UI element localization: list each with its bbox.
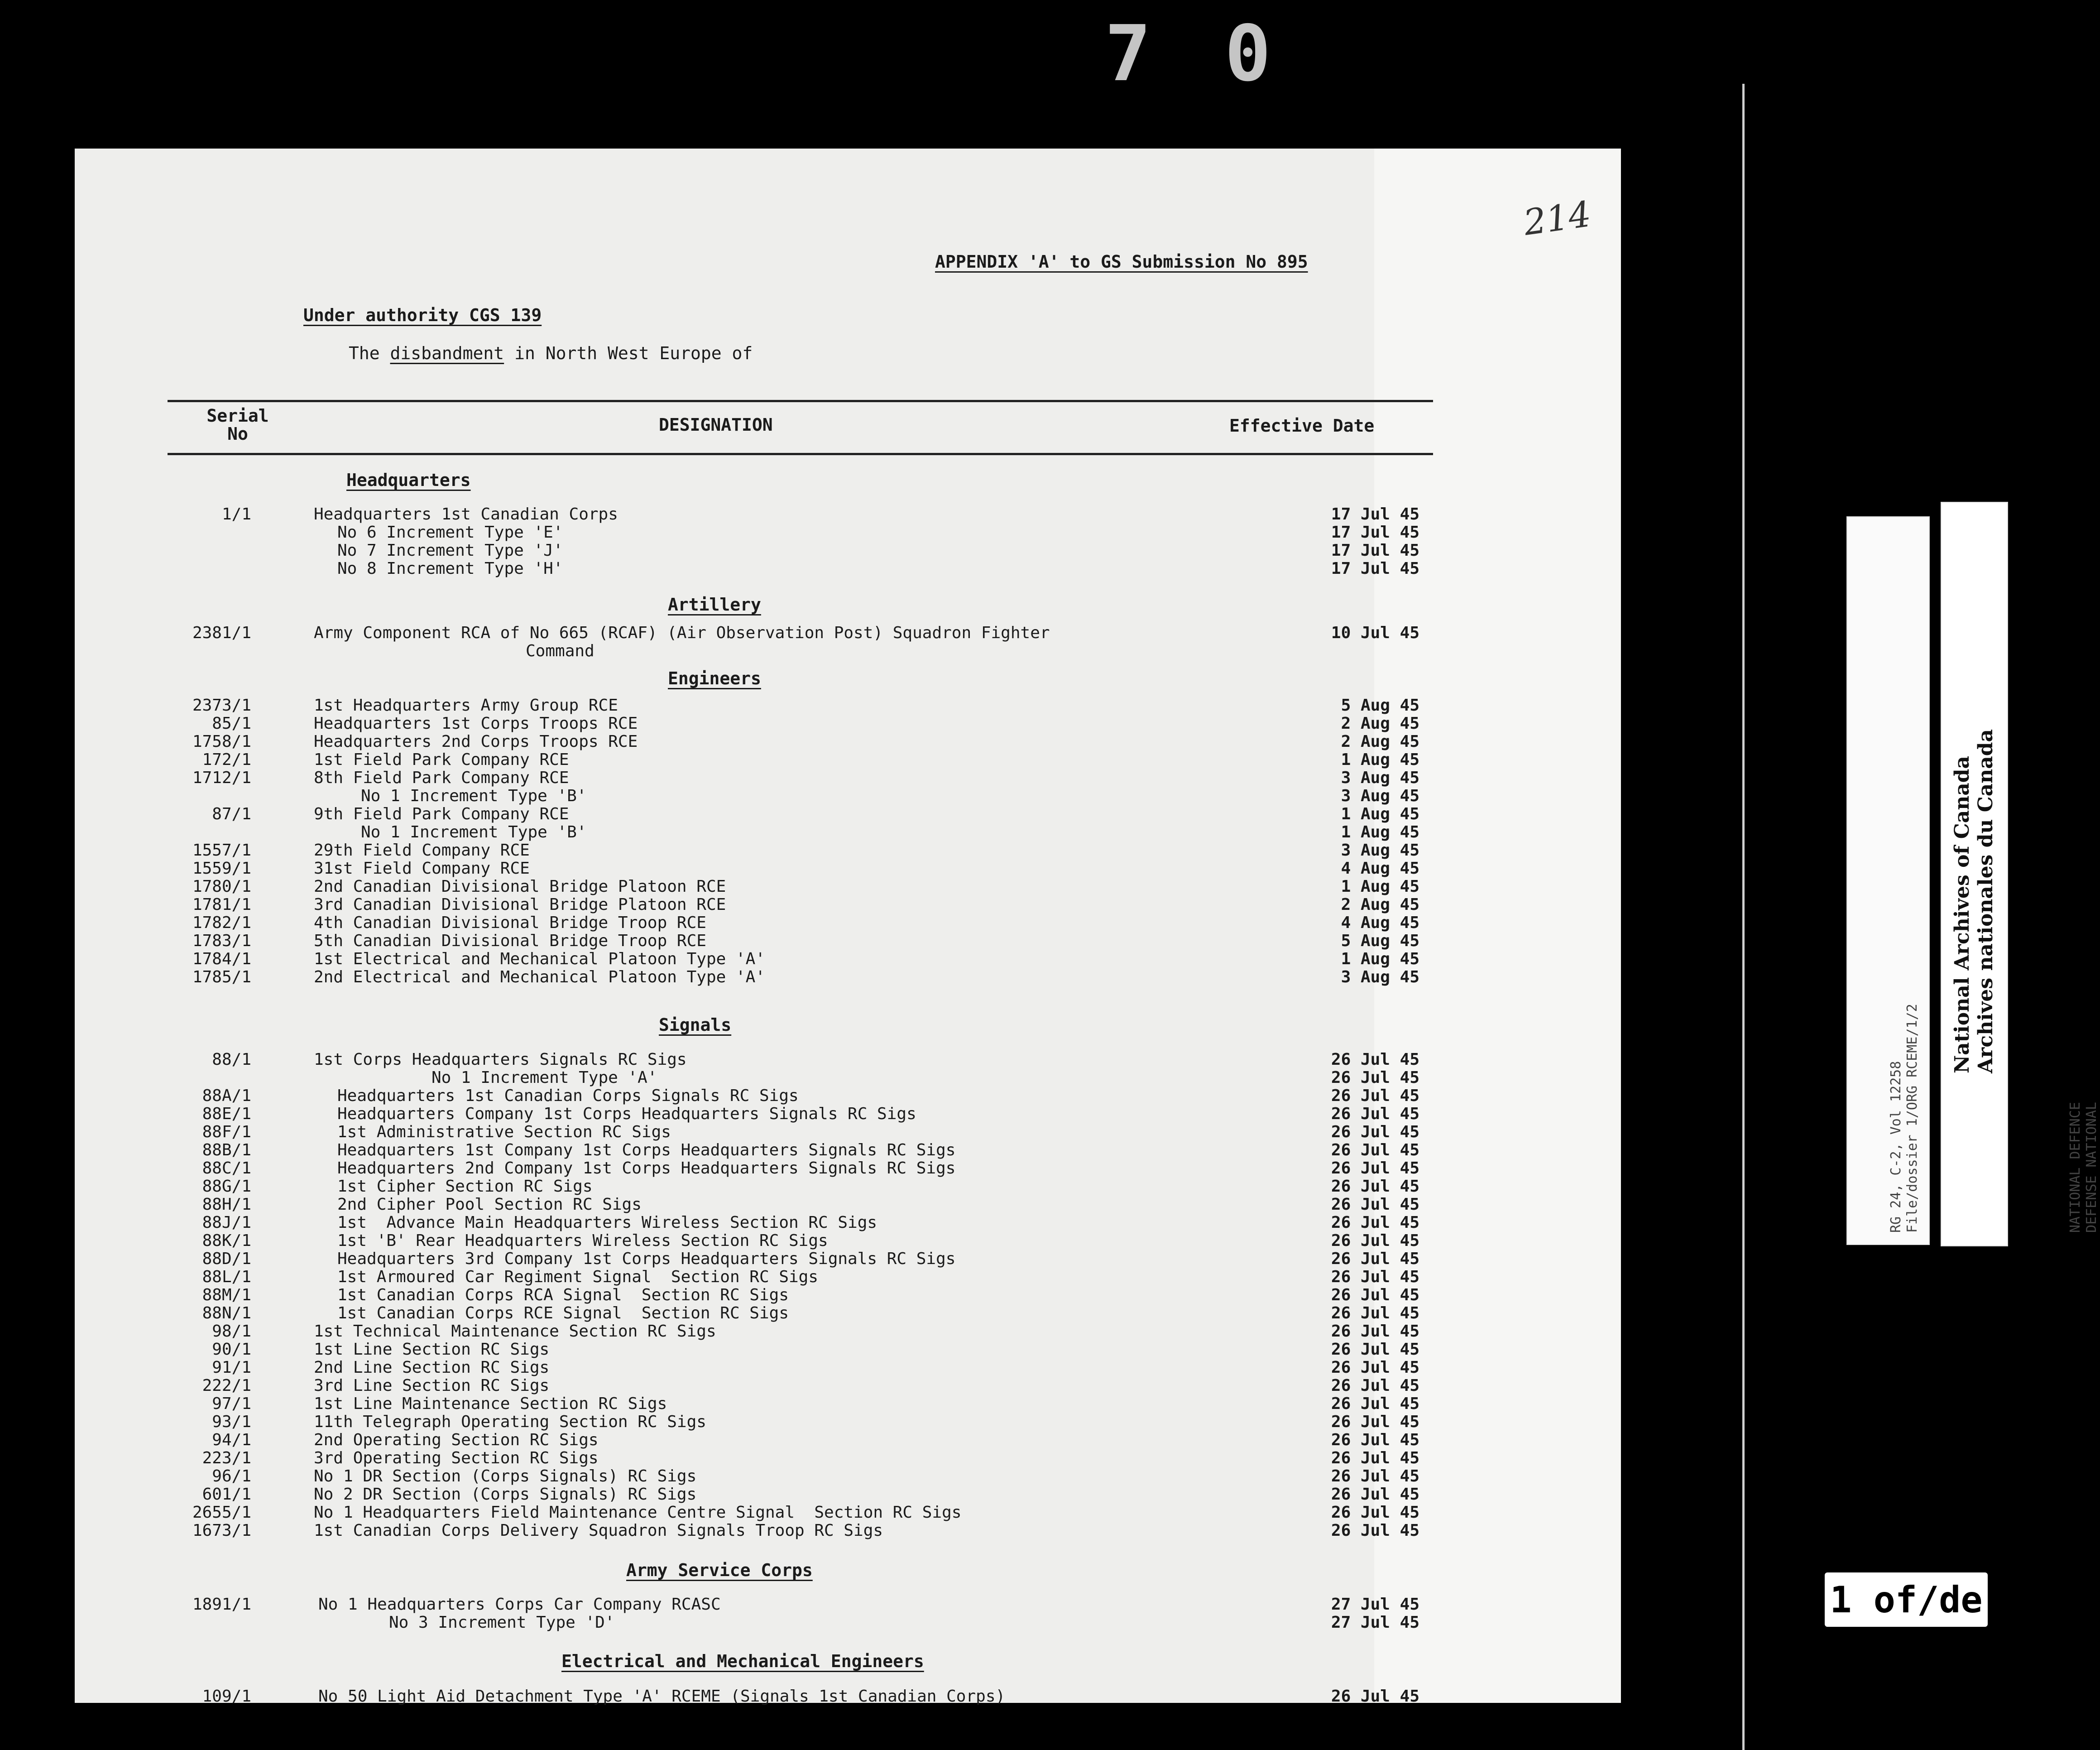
row-effective-date: 26 Jul 45: [1331, 1521, 1419, 1540]
row-designation: 3rd Operating Section RC Sigs: [314, 1449, 599, 1467]
row-serial: 88E/1: [202, 1105, 251, 1123]
row-serial: 88N/1: [202, 1304, 251, 1322]
row-serial: 85/1: [212, 714, 251, 733]
row-designation: Headquarters 1st Corps Troops RCE: [314, 714, 638, 733]
film-edge-line: [1742, 84, 1745, 1750]
row-serial: 88M/1: [202, 1286, 251, 1304]
row-designation: 1st Administrative Section RC Sigs: [337, 1123, 671, 1141]
row-designation: 1st Canadian Corps RCE Signal Section RC Sigs: [337, 1304, 789, 1322]
row-serial: 88L/1: [202, 1268, 251, 1286]
row-designation: Headquarters 1st Company 1st Corps Headquarters Signals RC Sigs: [337, 1141, 956, 1159]
table-top-rule: [168, 400, 1433, 402]
row-serial: 2381/1: [192, 624, 251, 642]
row-effective-date: 17 Jul 45: [1331, 541, 1419, 560]
row-designation: Headquarters 3rd Company 1st Corps Headquarters Signals RC Sigs: [337, 1250, 956, 1268]
row-serial: 94/1: [212, 1431, 251, 1449]
row-effective-date: 5 Aug 45: [1341, 696, 1419, 715]
row-serial: 1782/1: [192, 913, 251, 932]
row-effective-date: 26 Jul 45: [1331, 1413, 1419, 1431]
row-effective-date: 17 Jul 45: [1331, 523, 1419, 542]
row-designation: 31st Field Company RCE: [314, 859, 530, 878]
row-effective-date: 26 Jul 45: [1331, 1050, 1419, 1069]
row-effective-date: 26 Jul 45: [1331, 1358, 1419, 1377]
section-electrical-mechanical-engineers: Electrical and Mechanical Engineers: [561, 1651, 924, 1671]
row-designation: No 1 Headquarters Corps Car Company RCASC: [318, 1595, 721, 1614]
row-serial: 97/1: [212, 1394, 251, 1413]
row-effective-date: 26 Jul 45: [1331, 1105, 1419, 1123]
row-serial: 601/1: [202, 1485, 251, 1504]
row-effective-date: 3 Aug 45: [1341, 841, 1419, 860]
row-designation: 1st Corps Headquarters Signals RC Sigs: [314, 1050, 687, 1069]
row-effective-date: 4 Aug 45: [1341, 859, 1419, 878]
row-designation: No 1 Increment Type 'A': [432, 1068, 657, 1087]
row-designation: 2nd Electrical and Mechanical Platoon Type 'A': [314, 968, 765, 986]
row-serial: 222/1: [202, 1376, 251, 1395]
row-serial: 1/1: [221, 505, 251, 524]
row-designation: 5th Canadian Divisional Bridge Troop RCE: [314, 932, 706, 950]
column-header-date: Effective Date: [1229, 416, 1375, 436]
archive-name-label: [1941, 502, 2008, 1246]
row-serial: 90/1: [212, 1340, 251, 1359]
row-effective-date: 1 Aug 45: [1341, 950, 1419, 968]
row-designation: 3rd Line Section RC Sigs: [314, 1376, 550, 1395]
row-effective-date: 26 Jul 45: [1331, 1431, 1419, 1449]
row-effective-date: 26 Jul 45: [1331, 1087, 1419, 1105]
row-serial: 1781/1: [192, 895, 251, 914]
row-designation: No 1 DR Section (Corps Signals) RC Sigs: [314, 1467, 697, 1486]
row-effective-date: 27 Jul 45: [1331, 1595, 1419, 1614]
row-designation: 1st Cipher Section RC Sigs: [337, 1177, 593, 1196]
row-effective-date: 3 Aug 45: [1341, 968, 1419, 986]
row-effective-date: 26 Jul 45: [1331, 1250, 1419, 1268]
row-designation: 1st Line Section RC Sigs: [314, 1340, 550, 1359]
row-effective-date: 26 Jul 45: [1331, 1141, 1419, 1159]
row-serial: 1559/1: [192, 859, 251, 878]
row-serial: 91/1: [212, 1358, 251, 1377]
row-designation: 1st Field Park Company RCE: [314, 750, 569, 769]
row-effective-date: 26 Jul 45: [1331, 1687, 1419, 1706]
section-headquarters: Headquarters: [346, 470, 471, 490]
row-designation: 29th Field Company RCE: [314, 841, 530, 860]
row-effective-date: 10 Jul 45: [1331, 624, 1419, 642]
row-serial: 1673/1: [192, 1521, 251, 1540]
row-effective-date: 5 Aug 45: [1341, 932, 1419, 950]
row-effective-date: 26 Jul 45: [1331, 1268, 1419, 1286]
row-designation: 2nd Operating Section RC Sigs: [314, 1431, 599, 1449]
row-effective-date: 1 Aug 45: [1341, 877, 1419, 896]
section-artillery: Artillery: [668, 595, 761, 615]
row-designation: No 1 Headquarters Field Maintenance Centre Signal Section RC Sigs: [314, 1503, 962, 1522]
row-serial: 223/1: [202, 1449, 251, 1467]
row-effective-date: 26 Jul 45: [1331, 1467, 1419, 1486]
row-serial: 88D/1: [202, 1250, 251, 1268]
row-effective-date: 27 Jul 45: [1331, 1613, 1419, 1632]
row-serial: 2373/1: [192, 696, 251, 715]
row-effective-date: 26 Jul 45: [1331, 1304, 1419, 1322]
row-designation: No 50 Light Aid Detachment Type 'A' RCEME (Signals 1st Canadian Corps): [318, 1687, 1006, 1706]
row-designation: No 1 Increment Type 'B': [361, 787, 587, 805]
reel-badge: 1 of/de: [1825, 1572, 1988, 1627]
row-designation: Headquarters Company 1st Corps Headquarters Signals RC Sigs: [337, 1105, 916, 1123]
row-serial: 1785/1: [192, 968, 251, 986]
row-serial: 1784/1: [192, 950, 251, 968]
row-effective-date: 26 Jul 45: [1331, 1376, 1419, 1395]
row-designation: Headquarters 2nd Company 1st Corps Headquarters Signals RC Sigs: [337, 1159, 956, 1178]
row-effective-date: 2 Aug 45: [1341, 732, 1419, 751]
section-army-service-corps: Army Service Corps: [626, 1560, 813, 1580]
row-effective-date: 26 Jul 45: [1331, 1177, 1419, 1196]
row-serial: 88A/1: [202, 1087, 251, 1105]
row-effective-date: 26 Jul 45: [1331, 1159, 1419, 1178]
row-serial: 93/1: [212, 1413, 251, 1431]
row-designation: 9th Field Park Company RCE: [314, 805, 569, 823]
row-serial: 88/1: [212, 1050, 251, 1069]
row-serial: 88G/1: [202, 1177, 251, 1196]
row-designation: Army Component RCA of No 665 (RCAF) (Air Observation Post) Squadron Fighter: [314, 624, 1050, 642]
row-effective-date: 3 Aug 45: [1341, 769, 1419, 787]
row-serial: 172/1: [202, 750, 251, 769]
row-effective-date: 26 Jul 45: [1331, 1340, 1419, 1359]
row-designation: 1st Canadian Corps RCA Signal Section RC Sigs: [337, 1286, 789, 1304]
row-designation: No 7 Increment Type 'J': [337, 541, 563, 560]
row-effective-date: 26 Jul 45: [1331, 1503, 1419, 1522]
column-header-designation: DESIGNATION: [659, 415, 773, 435]
row-designation: Headquarters 1st Canadian Corps Signals RC Sigs: [337, 1087, 799, 1105]
row-serial: 109/1: [202, 1687, 251, 1706]
row-effective-date: 17 Jul 45: [1331, 559, 1419, 578]
row-designation: 1st 'B' Rear Headquarters Wireless Section RC Sigs: [337, 1231, 828, 1250]
row-effective-date: 17 Jul 45: [1331, 505, 1419, 524]
table-header-rule: [168, 453, 1433, 455]
frame-number: 7 0: [1105, 9, 1285, 99]
row-effective-date: 26 Jul 45: [1331, 1394, 1419, 1413]
archive-reference-text: RG 24, C-2, Vol 12258 File/dossier 1/ORG RCEME/1/2 NATIONAL DEFENCE DEFENSE NATIONAL: [1888, 1004, 2100, 1233]
row-serial: 88F/1: [202, 1123, 251, 1141]
row-designation: 11th Telegraph Operating Section RC Sigs: [314, 1413, 706, 1431]
row-effective-date: 4 Aug 45: [1341, 913, 1419, 932]
row-serial: 1712/1: [192, 769, 251, 787]
row-serial: 88H/1: [202, 1195, 251, 1214]
row-serial: 1557/1: [192, 841, 251, 860]
row-designation: 2nd Line Section RC Sigs: [314, 1358, 550, 1377]
row-effective-date: 1 Aug 45: [1341, 805, 1419, 823]
row-designation: No 2 DR Section (Corps Signals) RC Sigs: [314, 1485, 697, 1504]
row-effective-date: 26 Jul 45: [1331, 1195, 1419, 1214]
row-serial: 1780/1: [192, 877, 251, 896]
appendix-heading: APPENDIX 'A' to GS Submission No 895: [935, 252, 1308, 272]
row-serial: 88J/1: [202, 1213, 251, 1232]
row-designation: Headquarters 1st Canadian Corps: [314, 505, 618, 524]
section-engineers: Engineers: [668, 668, 761, 688]
row-effective-date: 26 Jul 45: [1331, 1485, 1419, 1504]
row-effective-date: 26 Jul 45: [1331, 1322, 1419, 1341]
row-serial: 98/1: [212, 1322, 251, 1341]
authority-line: Under authority CGS 139: [303, 305, 542, 325]
document-page: [75, 149, 1621, 1706]
row-serial: 88K/1: [202, 1231, 251, 1250]
row-serial: 2655/1: [192, 1503, 251, 1522]
row-effective-date: 26 Jul 45: [1331, 1286, 1419, 1304]
row-effective-date: 1 Aug 45: [1341, 750, 1419, 769]
row-designation: No 1 Increment Type 'B': [361, 823, 587, 841]
row-designation: 1st Advance Main Headquarters Wireless Section RC Sigs: [337, 1213, 877, 1232]
row-designation: Headquarters 2nd Corps Troops RCE: [314, 732, 638, 751]
row-designation: Command: [526, 642, 595, 660]
row-serial: 1758/1: [192, 732, 251, 751]
row-serial: 88C/1: [202, 1159, 251, 1178]
row-designation: 1st Line Maintenance Section RC Sigs: [314, 1394, 667, 1413]
row-designation: 1st Electrical and Mechanical Platoon Type 'A': [314, 950, 765, 968]
row-serial: 1891/1: [192, 1595, 251, 1614]
document-body: [75, 149, 1621, 1706]
row-designation: No 6 Increment Type 'E': [337, 523, 563, 542]
intro-line: The disbandment in North West Europe of: [349, 343, 753, 363]
row-designation: 1st Headquarters Army Group RCE: [314, 696, 618, 715]
archive-name-text: National Archives of Canada Archives nationales du Canada: [1951, 729, 1997, 1073]
row-designation: 8th Field Park Company RCE: [314, 769, 569, 787]
row-serial: 88B/1: [202, 1141, 251, 1159]
row-designation: No 3 Increment Type 'D': [389, 1613, 615, 1632]
row-effective-date: 2 Aug 45: [1341, 895, 1419, 914]
row-serial: 87/1: [212, 805, 251, 823]
row-effective-date: 26 Jul 45: [1331, 1068, 1419, 1087]
row-designation: 4th Canadian Divisional Bridge Troop RCE: [314, 913, 706, 932]
row-designation: No 8 Increment Type 'H': [337, 559, 563, 578]
row-designation: 2nd Cipher Pool Section RC Sigs: [337, 1195, 642, 1214]
row-serial: 1783/1: [192, 932, 251, 950]
row-designation: 1st Canadian Corps Delivery Squadron Signals Troop RC Sigs: [314, 1521, 883, 1540]
row-designation: 3rd Canadian Divisional Bridge Platoon RCE: [314, 895, 726, 914]
row-effective-date: 26 Jul 45: [1331, 1213, 1419, 1232]
row-effective-date: 26 Jul 45: [1331, 1231, 1419, 1250]
column-header-serial: Serial No: [206, 406, 269, 444]
row-effective-date: 3 Aug 45: [1341, 787, 1419, 805]
row-effective-date: 26 Jul 45: [1331, 1123, 1419, 1141]
row-designation: 1st Armoured Car Regiment Signal Section RC Sigs: [337, 1268, 819, 1286]
row-designation: 2nd Canadian Divisional Bridge Platoon RCE: [314, 877, 726, 896]
row-effective-date: 1 Aug 45: [1341, 823, 1419, 841]
row-effective-date: 2 Aug 45: [1341, 714, 1419, 733]
section-signals: Signals: [659, 1015, 732, 1035]
row-designation: 1st Technical Maintenance Section RC Sigs: [314, 1322, 716, 1341]
row-serial: 96/1: [212, 1467, 251, 1486]
row-effective-date: 26 Jul 45: [1331, 1449, 1419, 1467]
folio-number: 214: [1521, 194, 1594, 244]
